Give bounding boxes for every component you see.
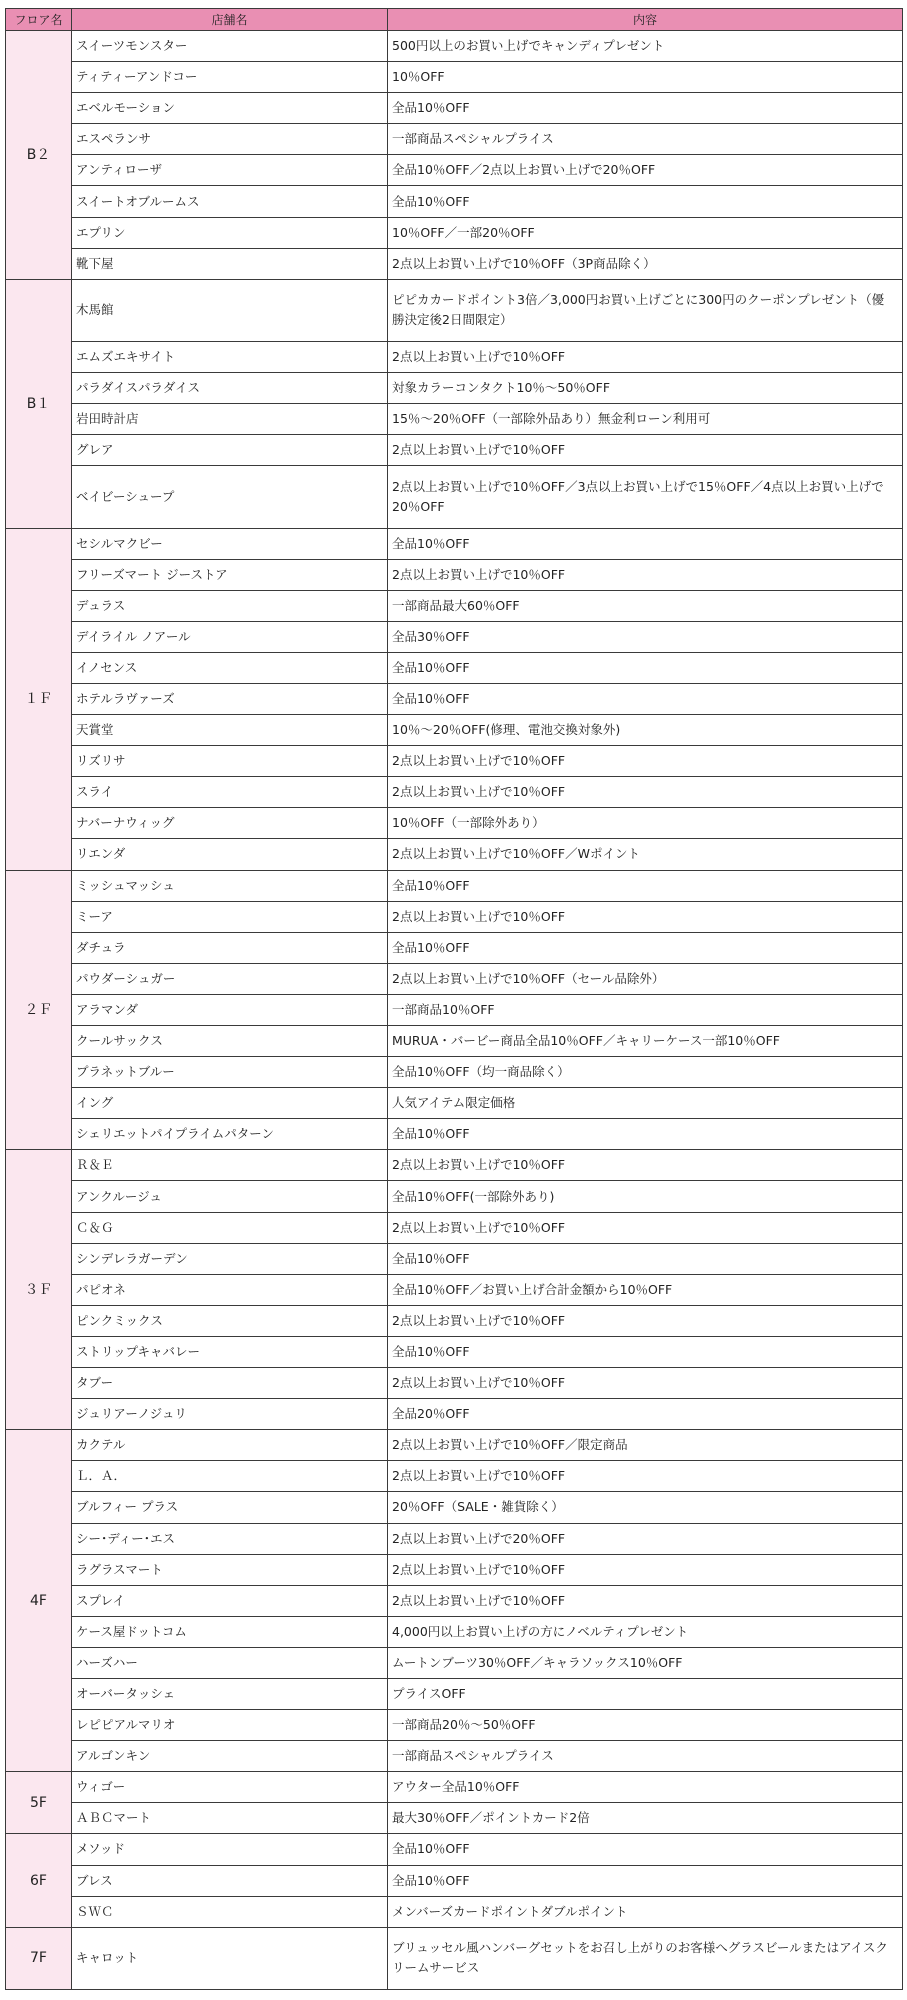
- shop-name-cell: Ｌ．Ａ．: [72, 1461, 388, 1492]
- table-row: [6, 1336, 903, 1367]
- table-row: [6, 1088, 903, 1119]
- content-cell: 2点以上お買い上げで10％OFF（3P商品除く）: [388, 248, 903, 279]
- shop-column-header: 店舗名: [72, 9, 388, 31]
- shop-name-cell: オーバータッシェ: [72, 1678, 388, 1709]
- table-row: [6, 1554, 903, 1585]
- table-row: [6, 1523, 903, 1554]
- table-row: [6, 901, 903, 932]
- content-cell: 2点以上お買い上げで10％OFF（セール品除外）: [388, 963, 903, 994]
- table-row: [6, 1585, 903, 1616]
- shop-name-cell: メソッド: [72, 1834, 388, 1865]
- table-row: [6, 1119, 903, 1150]
- table-row: [6, 31, 903, 62]
- content-cell: ピピカカードポイント3倍／3,000円お買い上げごとに300円のクーポンプレゼント（優勝決定後2日間限定）: [388, 279, 903, 341]
- content-cell: 全品10％OFF: [388, 1243, 903, 1274]
- shop-name-cell: レピピアルマリオ: [72, 1710, 388, 1741]
- table-row: [6, 1834, 903, 1865]
- content-cell: 全品20％OFF: [388, 1399, 903, 1430]
- content-cell: 2点以上お買い上げで10％OFF: [388, 341, 903, 372]
- content-cell: 2点以上お買い上げで10％OFF: [388, 1150, 903, 1181]
- table-row: [6, 1865, 903, 1896]
- shop-name-cell: スイートオブルームス: [72, 186, 388, 217]
- shop-name-cell: ベイビーシュープ: [72, 466, 388, 528]
- table-row: [6, 994, 903, 1025]
- content-cell: 4,000円以上お買い上げの方にノベルティプレゼント: [388, 1616, 903, 1647]
- content-cell: 全品30％OFF: [388, 621, 903, 652]
- shop-name-cell: ラグラスマート: [72, 1554, 388, 1585]
- table-row: [6, 1803, 903, 1834]
- table-row: [6, 870, 903, 901]
- content-cell: 全品10％OFF／お買い上げ合計金額から10％OFF: [388, 1274, 903, 1305]
- table-row: [6, 373, 903, 404]
- content-cell: 2点以上お買い上げで20％OFF: [388, 1523, 903, 1554]
- table-row: [6, 963, 903, 994]
- content-cell: アウター全品10％OFF: [388, 1772, 903, 1803]
- table-row: [6, 1243, 903, 1274]
- shop-name-cell: 靴下屋: [72, 248, 388, 279]
- floor-cell: B１: [6, 279, 72, 528]
- table-body: [6, 31, 903, 1990]
- content-cell: 一部商品スペシャルプライス: [388, 124, 903, 155]
- content-cell: メンバーズカードポイントダブルポイント: [388, 1896, 903, 1927]
- shop-name-cell: ジュリアーノジュリ: [72, 1399, 388, 1430]
- table-row: [6, 62, 903, 93]
- table-row: [6, 1150, 903, 1181]
- shop-name-cell: デイライル ノアール: [72, 621, 388, 652]
- content-cell: 10％OFF（一部除外あり）: [388, 808, 903, 839]
- table-row: [6, 777, 903, 808]
- table-row: [6, 590, 903, 621]
- table-row: [6, 186, 903, 217]
- shop-name-cell: フリーズマート ジーストア: [72, 559, 388, 590]
- table-row: [6, 1927, 903, 1989]
- table-row: [6, 839, 903, 870]
- content-cell: 全品10％OFF: [388, 932, 903, 963]
- table-row: [6, 1057, 903, 1088]
- table-row: [6, 1430, 903, 1461]
- table-row: [6, 1212, 903, 1243]
- content-cell: プライスOFF: [388, 1678, 903, 1709]
- content-cell: 2点以上お買い上げで10％OFF: [388, 1305, 903, 1336]
- shop-name-cell: Ｃ＆Ｇ: [72, 1212, 388, 1243]
- content-cell: ブリュッセル風ハンバーグセットをお召し上がりのお客様へグラスビールまたはアイスクリームサービス: [388, 1927, 903, 1989]
- content-cell: 全品10％OFF: [388, 93, 903, 124]
- table-row: [6, 808, 903, 839]
- content-cell: 2点以上お買い上げで10％OFF／限定商品: [388, 1430, 903, 1461]
- content-cell: 2点以上お買い上げで10％OFF／Wポイント: [388, 839, 903, 870]
- table-row: [6, 1710, 903, 1741]
- content-cell: 全品10％OFF（均一商品除く）: [388, 1057, 903, 1088]
- shop-name-cell: ブルフィー プラス: [72, 1492, 388, 1523]
- shop-name-cell: シェリエットパイプライムパターン: [72, 1119, 388, 1150]
- sale-table-container: [5, 8, 902, 1990]
- shop-name-cell: パピオネ: [72, 1274, 388, 1305]
- shop-name-cell: スイーツモンスター: [72, 31, 388, 62]
- content-cell: 全品10％OFF: [388, 683, 903, 714]
- table-row: [6, 683, 903, 714]
- content-cell: 全品10％OFF: [388, 870, 903, 901]
- shop-name-cell: セシルマクビー: [72, 528, 388, 559]
- shop-name-cell: リズリサ: [72, 746, 388, 777]
- content-cell: 10％～20％OFF(修理、電池交換対象外): [388, 715, 903, 746]
- shop-name-cell: リエンダ: [72, 839, 388, 870]
- content-cell: 10％OFF: [388, 62, 903, 93]
- content-cell: MURUA・バービー商品全品10％OFF／キャリーケース一部10％OFF: [388, 1026, 903, 1057]
- table-row: [6, 715, 903, 746]
- floor-cell: ３Ｆ: [6, 1150, 72, 1430]
- table-row: [6, 435, 903, 466]
- table-row: [6, 528, 903, 559]
- shop-name-cell: アンティローザ: [72, 155, 388, 186]
- table-row: [6, 621, 903, 652]
- content-cell: 2点以上お買い上げで10％OFF／3点以上お買い上げで15％OFF／4点以上お買い上げで20％OFF: [388, 466, 903, 528]
- content-cell: 全品10％OFF(一部除外あり): [388, 1181, 903, 1212]
- shop-name-cell: 木馬館: [72, 279, 388, 341]
- content-cell: 2点以上お買い上げで10％OFF: [388, 1368, 903, 1399]
- table-row: [6, 1368, 903, 1399]
- table-row: [6, 652, 903, 683]
- shop-name-cell: エプリン: [72, 217, 388, 248]
- shop-name-cell: ブレス: [72, 1865, 388, 1896]
- shop-name-cell: アンクルージュ: [72, 1181, 388, 1212]
- table-row: [6, 1461, 903, 1492]
- shop-name-cell: ホテルラヴァーズ: [72, 683, 388, 714]
- floor-cell: B２: [6, 31, 72, 280]
- content-cell: 最大30％OFF／ポイントカード2倍: [388, 1803, 903, 1834]
- shop-name-cell: シンデレラガーデン: [72, 1243, 388, 1274]
- shop-name-cell: エスペランサ: [72, 124, 388, 155]
- floor-column-header: フロア名: [6, 9, 72, 31]
- content-cell: 対象カラーコンタクト10％～50％OFF: [388, 373, 903, 404]
- content-cell: 全品10％OFF／2点以上お買い上げで20％OFF: [388, 155, 903, 186]
- content-cell: 一部商品最大60％OFF: [388, 590, 903, 621]
- shop-name-cell: ミッシュマッシュ: [72, 870, 388, 901]
- table-row: [6, 341, 903, 372]
- content-cell: 全品10％OFF: [388, 186, 903, 217]
- content-cell: 全品10％OFF: [388, 1336, 903, 1367]
- table-row: [6, 124, 903, 155]
- shop-name-cell: エムズエキサイト: [72, 341, 388, 372]
- shop-name-cell: ＡＢＣマート: [72, 1803, 388, 1834]
- content-cell: 2点以上お買い上げで10％OFF: [388, 777, 903, 808]
- shop-name-cell: シー･ディー･エス: [72, 1523, 388, 1554]
- table-row: [6, 404, 903, 435]
- shop-name-cell: クールサックス: [72, 1026, 388, 1057]
- shop-name-cell: Ｒ＆Ｅ: [72, 1150, 388, 1181]
- content-cell: 一部商品スペシャルプライス: [388, 1741, 903, 1772]
- table-row: [6, 1399, 903, 1430]
- table-row: [6, 1896, 903, 1927]
- shop-name-cell: 岩田時計店: [72, 404, 388, 435]
- floor-cell: 5F: [6, 1772, 72, 1834]
- table-row: [6, 217, 903, 248]
- shop-name-cell: アルゴンキン: [72, 1741, 388, 1772]
- table-row: [6, 1678, 903, 1709]
- table-row: [6, 1026, 903, 1057]
- shop-name-cell: スプレイ: [72, 1585, 388, 1616]
- shop-name-cell: タブー: [72, 1368, 388, 1399]
- table-row: [6, 1616, 903, 1647]
- table-row: [6, 248, 903, 279]
- content-cell: 人気アイテム限定価格: [388, 1088, 903, 1119]
- shop-name-cell: ピンクミックス: [72, 1305, 388, 1336]
- content-cell: 全品10％OFF: [388, 1834, 903, 1865]
- content-cell: 全品10％OFF: [388, 528, 903, 559]
- shop-name-cell: スライ: [72, 777, 388, 808]
- content-cell: 全品10％OFF: [388, 652, 903, 683]
- content-cell: 2点以上お買い上げで10％OFF: [388, 559, 903, 590]
- table-row: [6, 1274, 903, 1305]
- content-cell: 2点以上お買い上げで10％OFF: [388, 1585, 903, 1616]
- floor-cell: 4F: [6, 1430, 72, 1772]
- content-cell: 一部商品10％OFF: [388, 994, 903, 1025]
- shop-name-cell: 天賞堂: [72, 715, 388, 746]
- shop-name-cell: ナバーナウィッグ: [72, 808, 388, 839]
- table-row: [6, 1305, 903, 1336]
- content-cell: 15％～20％OFF（一部除外品あり）無金利ローン利用可: [388, 404, 903, 435]
- shop-name-cell: イノセンス: [72, 652, 388, 683]
- floor-cell: 7F: [6, 1927, 72, 1989]
- shop-name-cell: プラネットブルー: [72, 1057, 388, 1088]
- content-cell: 全品10％OFF: [388, 1119, 903, 1150]
- shop-name-cell: デュラス: [72, 590, 388, 621]
- table-row: [6, 746, 903, 777]
- content-cell: 500円以上のお買い上げでキャンディプレゼント: [388, 31, 903, 62]
- table-row: [6, 279, 903, 341]
- content-cell: 10％OFF／一部20％OFF: [388, 217, 903, 248]
- content-cell: 2点以上お買い上げで10％OFF: [388, 746, 903, 777]
- shop-name-cell: ティティーアンドコー: [72, 62, 388, 93]
- table-row: [6, 1741, 903, 1772]
- content-cell: 2点以上お買い上げで10％OFF: [388, 1212, 903, 1243]
- shop-name-cell: ハーズハー: [72, 1647, 388, 1678]
- table-row: [6, 559, 903, 590]
- shop-name-cell: ダチュラ: [72, 932, 388, 963]
- shop-name-cell: パラダイスパラダイス: [72, 373, 388, 404]
- content-cell: ムートンブーツ30％OFF／キャラソックス10％OFF: [388, 1647, 903, 1678]
- shop-name-cell: ストリップキャバレー: [72, 1336, 388, 1367]
- table-row: [6, 1181, 903, 1212]
- table-row: [6, 93, 903, 124]
- content-cell: 2点以上お買い上げで10％OFF: [388, 435, 903, 466]
- shop-name-cell: イング: [72, 1088, 388, 1119]
- table-row: [6, 155, 903, 186]
- table-row: [6, 1647, 903, 1678]
- content-cell: 2点以上お買い上げで10％OFF: [388, 901, 903, 932]
- shop-name-cell: ウィゴー: [72, 1772, 388, 1803]
- shop-name-cell: キャロット: [72, 1927, 388, 1989]
- shop-name-cell: パウダーシュガー: [72, 963, 388, 994]
- shop-name-cell: ミーア: [72, 901, 388, 932]
- shop-name-cell: アラマンダ: [72, 994, 388, 1025]
- floor-cell: ２Ｆ: [6, 870, 72, 1150]
- content-cell: 20％OFF（SALE・雑貨除く）: [388, 1492, 903, 1523]
- content-column-header: 内容: [388, 9, 903, 31]
- floor-cell: 6F: [6, 1834, 72, 1927]
- table-row: [6, 466, 903, 528]
- floor-cell: １Ｆ: [6, 528, 72, 870]
- table-row: [6, 932, 903, 963]
- table-row: [6, 1492, 903, 1523]
- content-cell: 2点以上お買い上げで10％OFF: [388, 1461, 903, 1492]
- table-row: [6, 1772, 903, 1803]
- sale-table: [5, 8, 903, 1990]
- shop-name-cell: カクテル: [72, 1430, 388, 1461]
- shop-name-cell: エベルモーション: [72, 93, 388, 124]
- header-row: [6, 9, 903, 31]
- shop-name-cell: グレア: [72, 435, 388, 466]
- content-cell: 2点以上お買い上げで10％OFF: [388, 1554, 903, 1585]
- shop-name-cell: ＳＷＣ: [72, 1896, 388, 1927]
- shop-name-cell: ケース屋ドットコム: [72, 1616, 388, 1647]
- content-cell: 全品10％OFF: [388, 1865, 903, 1896]
- content-cell: 一部商品20％～50％OFF: [388, 1710, 903, 1741]
